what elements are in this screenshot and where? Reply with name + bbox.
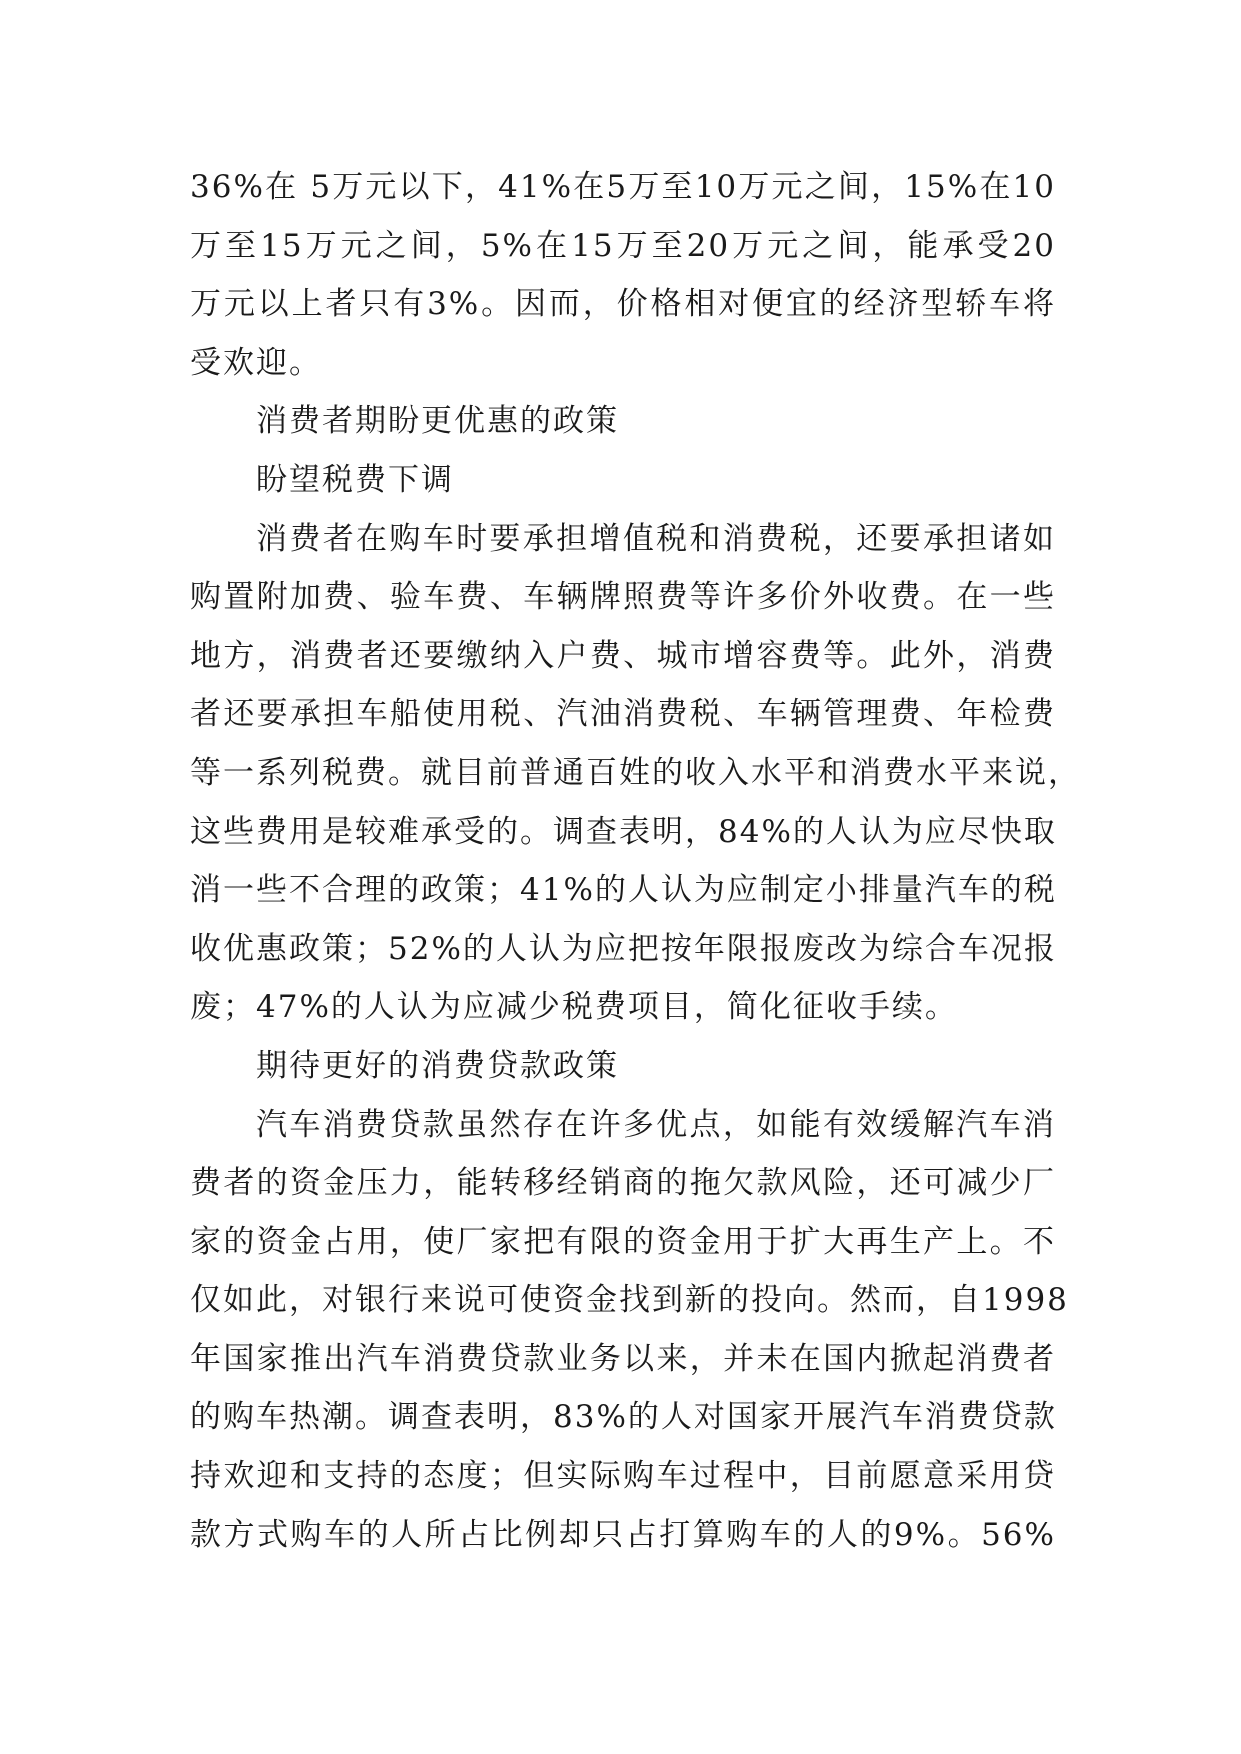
text-line: 等一系列税费。就目前普通百姓的收入水平和消费水平来说， — [190, 754, 1081, 791]
text-line: 收优惠政策；52%的人认为应把按年限报废改为综合车况报 — [190, 930, 1057, 967]
document-body — [190, 158, 1081, 1564]
text-line: 消一些不合理的政策；41%的人认为应制定小排量汽车的税 — [190, 872, 1057, 909]
text-line: 款方式购车的人所占比例却只占打算购车的人的9%。56% — [190, 1516, 1056, 1553]
text-line: 购置附加费、验车费、车辆牌照费等许多价外收费。在一些 — [190, 579, 1056, 616]
subsection-heading: 盼望税费下调 — [256, 461, 454, 498]
text-line: 持欢迎和支持的态度；但实际购车过程中，目前愿意采用贷 — [190, 1458, 1056, 1495]
text-line: 万元以上者只有3%。因而，价格相对便宜的经济型轿车将 — [190, 286, 1056, 323]
text-line: 的购车热潮。调查表明，83%的人对国家开展汽车消费贷款 — [190, 1399, 1057, 1436]
subsection-heading: 期待更好的消费贷款政策 — [256, 1047, 619, 1084]
text-line: 36%在 5万元以下，41%在5万至10万元之间，15%在10 — [190, 169, 1056, 205]
text-line: 者还要承担车船使用税、汽油消费税、车辆管理费、年检费 — [190, 696, 1056, 733]
text-line: 受欢迎。 — [190, 344, 322, 381]
text-line: 地方，消费者还要缴纳入户费、城市增容费等。此外，消费 — [190, 637, 1056, 674]
text-line: 费者的资金压力，能转移经销商的拖欠款风险，还可减少厂 — [190, 1165, 1056, 1202]
section-heading: 消费者期盼更优惠的政策 — [256, 403, 619, 440]
text-line: 废；47%的人认为应减少税费项目，简化征收手续。 — [190, 989, 958, 1026]
text-line: 汽车消费贷款虽然存在许多优点，如能有效缓解汽车消 — [256, 1106, 1056, 1143]
text-line: 年国家推出汽车消费贷款业务以来，并未在国内掀起消费者 — [190, 1340, 1056, 1377]
text-line: 仅如此，对银行来说可使资金找到新的投向。然而，自1998 — [190, 1282, 1069, 1319]
text-line: 万至15万元之间，5%在15万至20万元之间，能承受20 — [190, 227, 1056, 264]
text-line: 家的资金占用，使厂家把有限的资金用于扩大再生产上。不 — [190, 1223, 1056, 1260]
text-line: 消费者在购车时要承担增值税和消费税，还要承担诸如 — [256, 520, 1056, 557]
text-line: 这些费用是较难承受的。调查表明，84%的人认为应尽快取 — [190, 813, 1057, 850]
